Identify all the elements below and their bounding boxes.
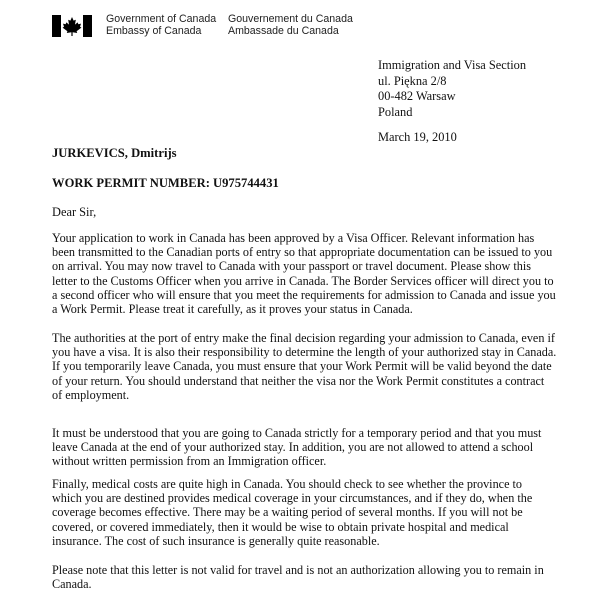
text-line: a second officer who will ensure that you meet the requirements for admission to Canada and issue you	[52, 287, 556, 302]
text-line: covered, or covered immediately, then it would be wise to obtain private hospital and medical	[52, 519, 509, 534]
address-line: Poland	[378, 104, 413, 119]
english-embassy-line: Embassy of Canada	[106, 25, 202, 37]
paragraph-travel-validity	[52, 563, 562, 591]
letterhead-french	[228, 13, 353, 37]
paragraph-medical-costs	[52, 477, 562, 548]
text-line: coverage becomes effective. There may be a waiting period of several months. If you will not be	[52, 505, 523, 520]
text-line: on arrival. You may now travel to Canada with your passport or travel document. Please show this	[52, 259, 531, 274]
paragraph-temporary-stay	[52, 426, 562, 469]
work-permit-number: WORK PERMIT NUMBER: U975744431	[52, 176, 279, 190]
canada-flag-icon	[52, 15, 92, 37]
french-embassy-line: Ambassade du Canada	[228, 25, 339, 37]
text-line: without written permission from an Immigration officer.	[52, 454, 327, 469]
paragraph-port-of-entry	[52, 331, 562, 402]
text-line: of your return. You should understand that neither the visa nor the Work Permit constitutes a contract	[52, 373, 545, 388]
text-line: letter to the Customs Officer when you arrive in Canada. The Border Services officer will direct you to	[52, 273, 554, 288]
text-line: which you are destined provides medical coverage in your circumstances, and if they do, when the	[52, 491, 533, 506]
recipient-name: JURKEVICS, Dmitrijs	[52, 146, 177, 160]
english-government-line: Government of Canada	[106, 13, 217, 25]
text-line: leave Canada at the end of your authorized stay. In addition, you are not allowed to attend a school	[52, 440, 534, 455]
letterhead-english	[106, 13, 216, 37]
sender-address	[378, 58, 526, 120]
address-line: Immigration and Visa Section	[378, 58, 527, 72]
text-line: you have a visa. It is also their responsibility to determine the length of your authorized stay in Canada.	[52, 345, 557, 360]
text-line: been transmitted to the Canadian ports of entry so that appropriate documentation can be issued to you	[52, 245, 553, 260]
salutation: Dear Sir,	[52, 205, 97, 219]
text-line: Canada.	[52, 577, 92, 592]
letter-date: March 19, 2010	[378, 130, 457, 144]
letterhead	[52, 13, 353, 39]
text-line: It must be understood that you are going to Canada strictly for a temporary period and that you must	[52, 426, 542, 440]
text-line: Please note that this letter is not valid for travel and is not an authorization allowing you to remain in	[52, 563, 544, 577]
text-line: If you temporarily leave Canada, you must ensure that your Work Permit will be valid beyond the date	[52, 359, 552, 374]
french-government-line: Gouvernement du Canada	[228, 13, 353, 25]
address-line: 00-482 Warsaw	[378, 89, 456, 104]
text-line: insurance. The cost of such insurance is generally quite reasonable.	[52, 533, 380, 548]
paragraph-approval	[52, 231, 562, 316]
text-line: Your application to work in Canada has been approved by a Visa Officer. Relevant information has	[52, 231, 535, 245]
address-line: ul. Piękna 2/8	[378, 73, 447, 88]
text-line: Finally, medical costs are quite high in Canada. You should check to see whether the province to	[52, 477, 523, 491]
text-line: of employment.	[52, 387, 130, 402]
text-line: The authorities at the port of entry make the final decision regarding your admission to Canada, even if	[52, 331, 555, 345]
text-line: a Work Permit. Please treat it carefully, as it proves your status in Canada.	[52, 302, 413, 317]
